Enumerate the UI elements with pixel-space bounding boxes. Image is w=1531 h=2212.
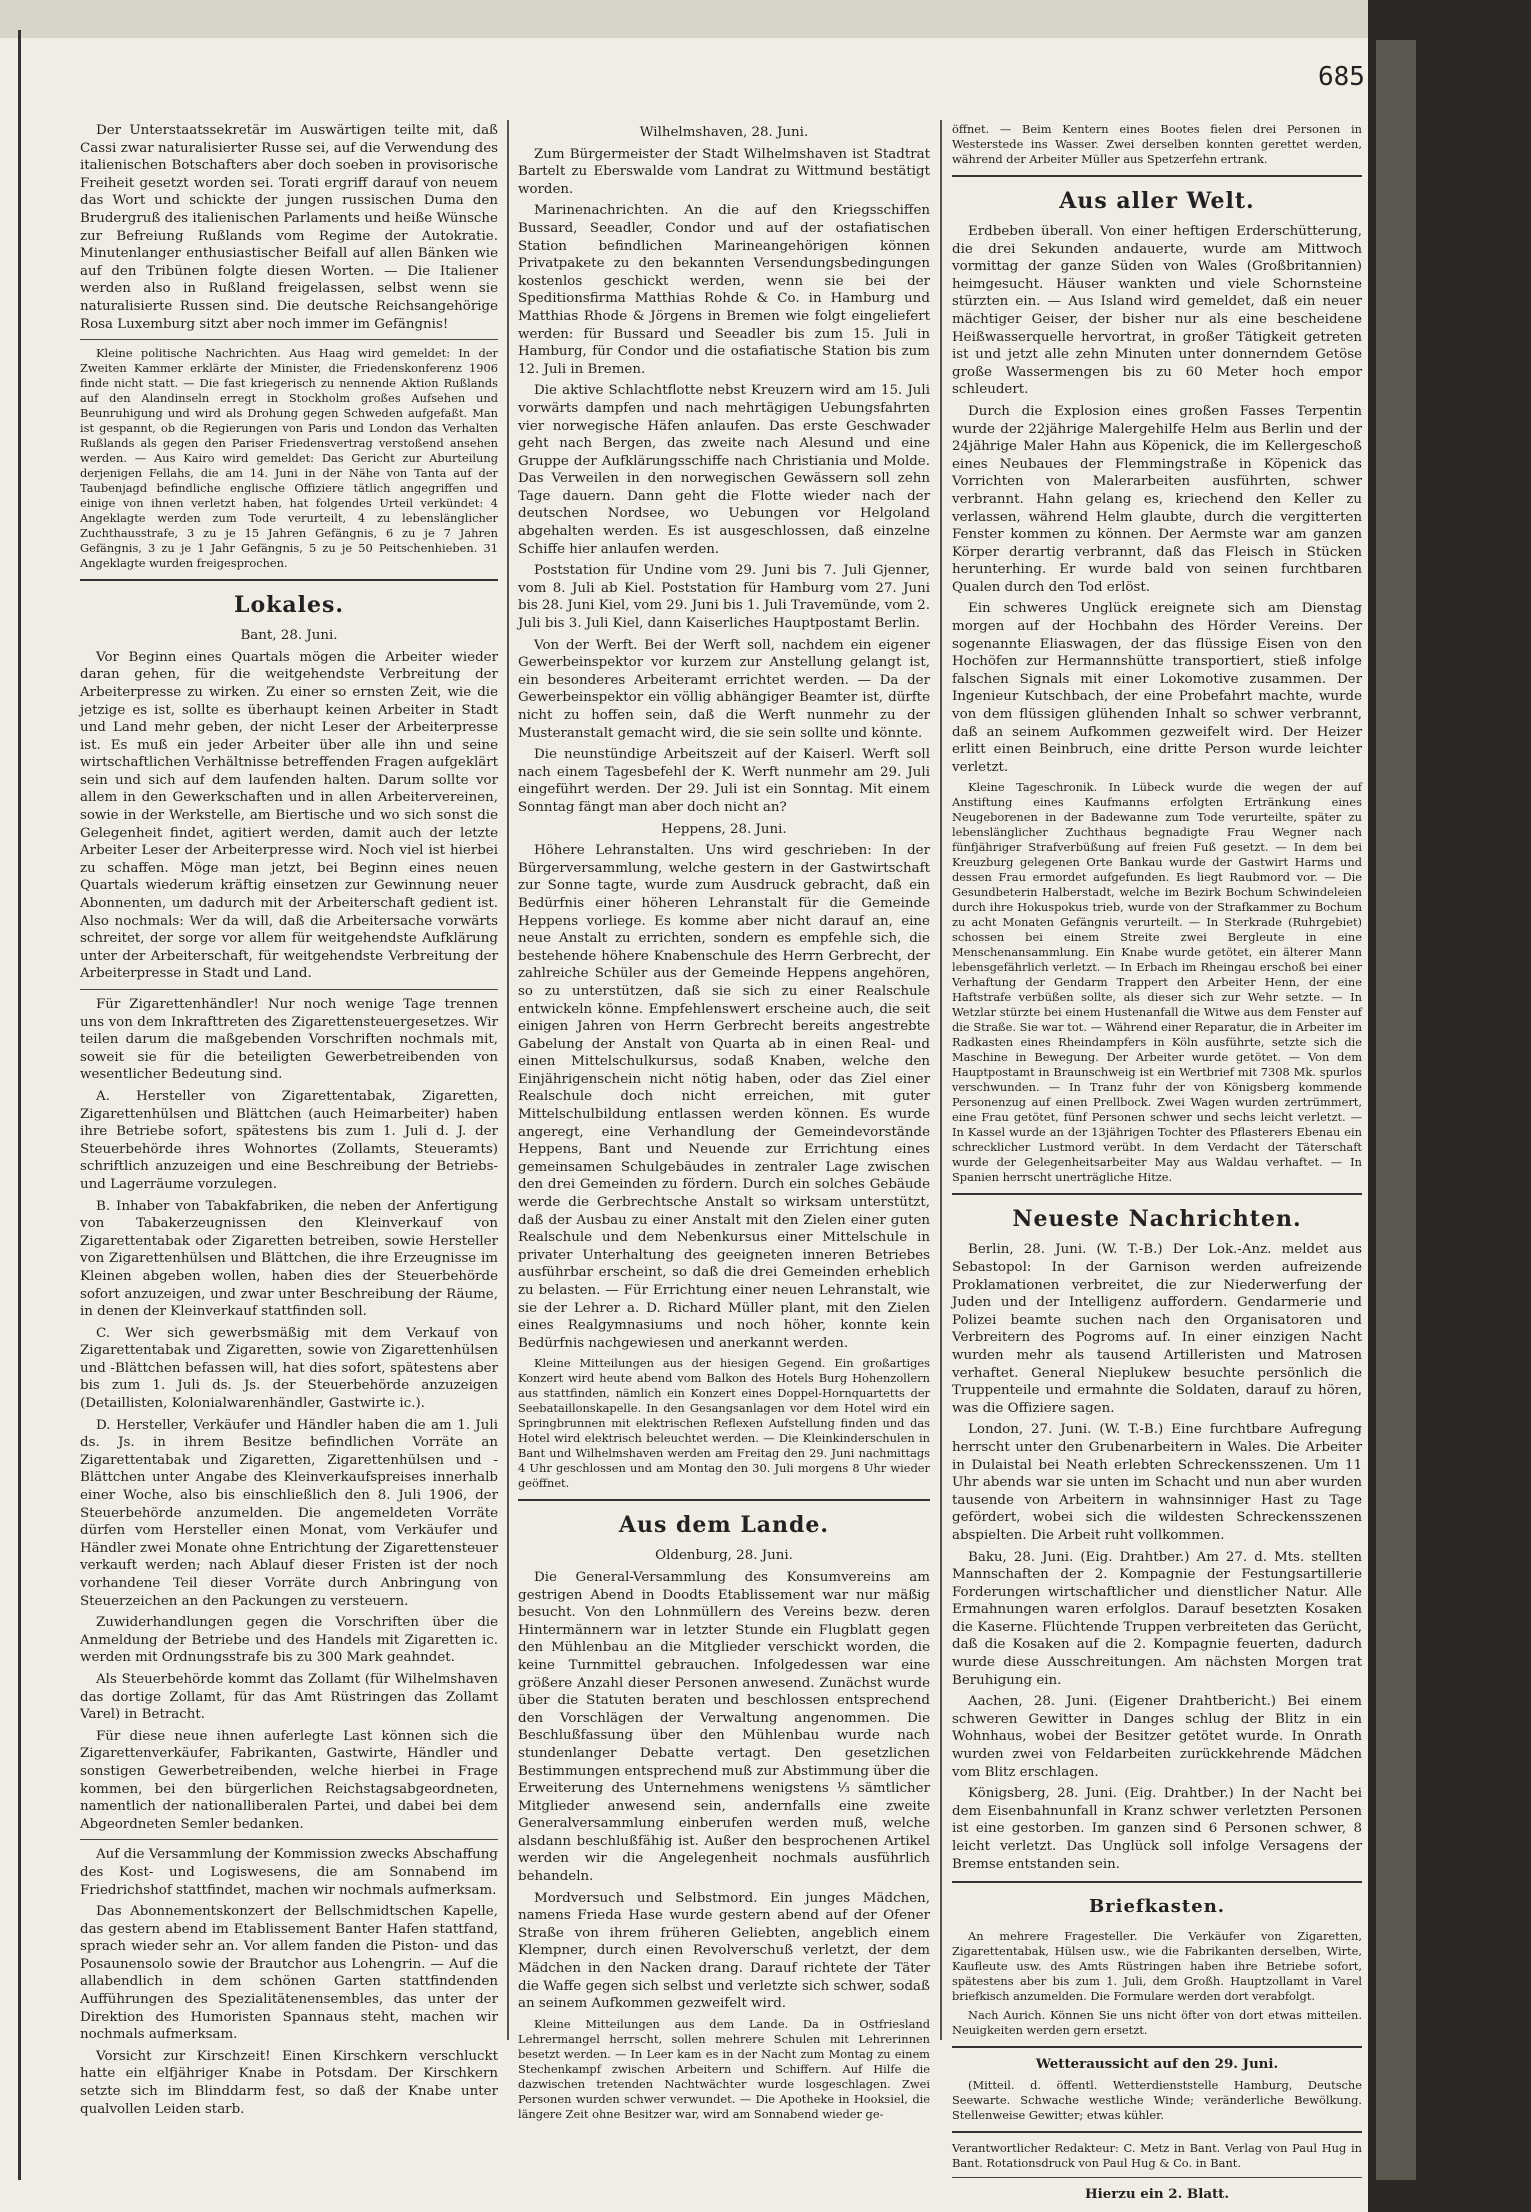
column-1 (80, 122, 498, 2182)
article-poststation: Poststation für Undine vom 29. Juni bis 7. Juli Gjenner, vom 8. Juli ab Kiel. Poststation für Hamburg vom 27. Juni bis 28. Juni Kiel, vom 29. Juni bis 1. Juli Travemünde, vom 2. Juli bis 3. Juli Kiel, dann Kaiserliches Hauptpostamt Berlin. (518, 563, 930, 632)
article-small-politics: Kleine politische Nachrichten. Aus Haag wird gemeldet: In der Zweiten Kammer erklärte der Minister, die Friedenskonferenz 1906 finde nicht statt. — Die fast kriegerisch zu nennende Aktion Rußlands auf den Alandinseln erregt in Stockholm großes Aufsehen und Beunruhigung und wird als Drohung gegen Schweden aufgefaßt. Man ist gespannt, ob die Regierungen von Paris und London das Verhalten Rußlands als gegen den Pariser Friedensvertrag verstoßend ansehen werden. — Aus Kairo wird gemeldet: Das Gericht zur Aburteilung derjenigen Fellahs, die am 14. Juni in der Nähe von Tanta auf der Taubenjagd befindliche englische Offiziere tätlich angegriffen und einige von ihnen verletzt haben, hat folgendes Urteil verkündet: 4 Angeklagte werden zum Tode verurteilt, 4 zu lebenslänglicher Zuchthausstrafe, 3 zu je 15 Jahren Gefängnis, 6 zu je 7 Jahren Gefängnis, 3 zu je 1 Jahr Gefängnis, 5 zu je 50 Peitschenhieben. 31 Angeklagte wurden freigesprochen. (80, 346, 498, 571)
article-kleine-mitteilungen-lande: Kleine Mitteilungen aus dem Lande. Da in Ostfriesland Lehrermangel herrscht, sollen mehrere Schulen mit Lehrerinnen besetzt werden. — In Leer kam es in der Nacht zum Montag zu einem Stechenkampf zwischen Arbeitern und Schiffern. Auf Hilfe die dazwischen tretenden Nachtwächter wurde losgeschlagen. Zwei Personen wurden schwer verwundet. — Die Apotheke in Hooksiel, die längere Zeit ohne Besitzer war, wird am Sonnabend wieder ge- (518, 2016, 930, 2121)
column-3 (952, 122, 1362, 2202)
news-baku: Baku, 28. Juni. (Eig. Drahtber.) Am 27. d. Mts. stellten Mannschaften der 2. Kompagnie der Festungsartillerie Forderungen wirtschaftlicher und dienstlicher Natur. Alle Ermahnungen waren erfolglos. Darauf besetzten Kosaken die Kaserne. Flüchtende Truppen verbreiteten das Gerücht, daß die Kosaken auf die 2. Kompagnie feuerten, dadurch wurde diese Ausschreitungen. Am nächsten Morgen trat Beruhigung ein. (952, 1549, 1362, 1688)
section-heading-briefkasten: Briefkasten. (1088, 1896, 1226, 1918)
section-heading-welt: Aus aller Welt. (1059, 188, 1255, 214)
article-tageschronik: Kleine Tageschronik. In Lübeck wurde die wegen der auf Anstiftung eines Kaufmanns erfolgten Ertränkung eines Neugeborenen in der Badewanne zum Tode verurteilte, später zu lebenslänglicher Zuchthaus begnadigte Frau Wegner nach fünfjähriger Strafverbüßung auf freien Fuß gesetzt. — In dem bei Kreuzburg gelegenen Orte Bankau wurde der Gastwirt Harms und dessen Frau ermordet aufgefunden. Es liegt Raubmord vor. — Die Gesundbeterin Halberstadt, welche im Bezirk Bochum Schwindeleien durch ihre Hokuspokus trieb, wurde von der Strafkammer zu Bochum zu acht Monaten Gefängnis verurteilt. — In Sterkrade (Ruhrgebiet) schossen bei einem Streite zwei Bergleute in eine Menschenansammlung. Ein Knabe wurde getötet, ein älterer Mann lebensgefährlich verletzt. — In Erbach im Rheingau erschoß bei einer Verhaftung der Gendarm Trappert den Arbeiter Henn, der eine Haftstrafe verbüßen sollte, als dieser sich zur Wehr setzte. — In Wetzlar stürzte bei einem Hustenanfall die Witwe aus dem Fenster auf die Straße. Sie war tot. — Während einer Reparatur, die in Arbeiter im Radkasten eines Rheindampfers in Köln ausführte, setzte sich die Maschine in Bewegung. Der Arbeiter wurde getötet. — Von dem Hauptpostamt in Braunschweig ist ein Wertbrief mit 7308 Mk. spurlos verschwunden. — In Tranz fuhr der von Königsberg kommende Personenzug auf einen Prellbock. Zwei Wagen wurden zertrümmert, eine Frau getötet, fünf Personen schwer und sechs leicht verletzt. — In Kassel wurde an der 13jährigen Tochter des Pflasterers Ebenau ein schrecklicher Lustmord verübt. In dem Verdacht der Täterschaft wurde der Gelegenheitsarbeiter May aus Waldau verhaftet. — In Spanien herrscht unerträgliche Hitze. (952, 780, 1362, 1185)
divider (952, 1881, 1362, 1883)
article-zigaretten-b: B. Inhaber von Tabakfabriken, die neben der Anfertigung von Tabakerzeugnissen den Kleinverkauf von Zigarettentabak oder Zigaretten betreiben, sowie Hersteller von Zigarettenhülsen und Blättchen, die ihre Erzeugnisse im Kleinen abgeben wollen, haben dies der Steuerbehörde sofort anzuzeigen, und zwar unter Beschreibung der Räume, in denen der Kleinverkauf stattfinden soll. (80, 1198, 498, 1320)
divider (952, 2046, 1362, 2048)
divider (80, 579, 498, 581)
scan-right-edge (1368, 0, 1531, 2212)
page-left-border (18, 30, 21, 2180)
divider (80, 339, 498, 340)
column-rule-1 (507, 120, 509, 2040)
section-heading-neueste: Neueste Nachrichten. (1012, 1206, 1302, 1233)
divider (952, 175, 1362, 177)
article-continued: öffnet. — Beim Kentern eines Bootes fielen drei Personen in Westerstede ins Wasser. Zwei derselben konnten gerettet werden, während der Arbeiter Müller aus Spetzerfehn ertrank. (952, 122, 1362, 166)
scan-top-margin (0, 0, 1368, 38)
article-zigaretten-last: Für diese neue ihnen auferlegte Last können sich die Zigarettenverkäufer, Fabrikanten, Gastwirte, Händler und sonstigen Gewerbetreibenden, welche hierbei in Frage kommen, bei den bürgerlichen Reichstagsabgeordneten, namentlich der nationalliberalen Partei, und dabei bei dem Abgeordneten Semler bedanken. (80, 1728, 498, 1832)
imprint: Verantwortlicher Redakteur: C. Metz in Bant. Verlag von Paul Hug in Bant. Rotationsdruck von Paul Hug & Co. in Bant. (952, 2140, 1362, 2170)
divider (952, 2177, 1362, 2178)
dateline: Oldenburg, 28. Juni. (655, 1548, 793, 1564)
column-2 (518, 122, 930, 2182)
article-schlachtflotte: Die aktive Schlachtflotte nebst Kreuzern wird am 15. Juli vorwärts dampfen und nach mehrtägigen Uebungsfahrten vier norwegische Häfen anlaufen. Das erste Geschwader geht nach Bergen, das zweite nach Alesund und eine Gruppe der Aufklärungsschiffe nach Christiania und Molde. Das Verweilen in den norwegischen Gewässern soll zehn Tage dauern. Dann geht die Flotte wieder nach der deutschen Nordsee, wo Uebungen vor Helgoland abgehalten werden. Es ist ausgeschlossen, daß einzelne Schiffe hier anlaufen werden. (518, 383, 930, 557)
article-lehranstalten: Höhere Lehranstalten. Uns wird geschrieben: In der Bürgerversammlung, welche gestern in der Gastwirtschaft zur Sonne tagte, wurde zum Ausdruck gebracht, daß ein Bedürfnis einer höheren Lehranstalt für die Gemeinde Heppens vorliege. Es komme aber nicht darauf an, eine neue Anstalt zu errichten, sondern es empfehle sich, die bestehende höhere Knabenschule des Herrn Gerbrecht, der zahlreiche Schüler aus der Gemeinde Heppens angehören, so zu unterstützen, daß sie sich zu einer Realschule entwickeln könne. Empfehlenswert erscheine auch, die seit einigen Jahren von Herrn Gerbrecht bereits angestrebte Gabelung der Anstalt von Quarta ab in einen Real- und einen Mittelschulkursus, sodaß Knaben, welche den Einjährigenschein nicht nötig haben, oder das Ziel einer Realschule doch nicht erreichen, mit guter Mittelschulbildung entlassen werden können. Es wurde angeregt, eine Verhandlung der Gemeindevorstände Heppens, Bant und Neuende zur Errichtung eines gemeinsamen Schulgebäudes in zentraler Lage zwischen den drei Gemeinden zu fördern. Durch ein solches Gebäude werde die Gerbrechtsche Anstalt so wirksam unterstützt, daß der Ausbau zu einer Anstalt mit den Zielen einer guten Realschule und dem Nebenkursus einer Mittelschule in privater Unterhaltung des geeigneten inneren Betriebes ausführbar erscheint, so daß die drei Gemeinden erheblich zu belasten. — Für Errichtung einer neuen Lehranstalt, wie sie der Lehrer a. D. Richard Müller plant, mit den Zielen eines Realgymnasiums und noch höher, konnte kein Bedürfnis nachgewiesen und anerkannt werden. (518, 843, 930, 1351)
dateline: Bant, 28. Juni. (240, 628, 338, 644)
news-london: London, 27. Juni. (W. T.-B.) Eine furchtbare Aufregung herrscht unter den Grubenarbeitern in Wales. Die Arbeiter in Dulaistal bei Neath erlebten Schreckensszenen. Um 11 Uhr abends war sie unten im Schacht und nun aber wurden tausende von Arbeitern in wahnsinniger Hast zu Tage gefördert, wobei sich die wildesten Schreckensszenen abspielten. Die Arbeit ruht vollkommen. (952, 1422, 1362, 1543)
article-mordversuch: Mordversuch und Selbstmord. Ein junges Mädchen, namens Frieda Hase wurde gestern abend auf der Ofener Straße von ihrem früheren Geliebten, angeblich einem Klempner, durch einen Revolverschuß verletzt, der dem Mädchen in den Nacken drang. Darauf richtete der Täter die Waffe gegen sich selbst und verletzte sich schwer, sodaß an seinem Aufkommen gezweifelt wird. (518, 1890, 930, 2012)
supplement-note: Hierzu ein 2. Blatt. (1084, 2185, 1230, 2202)
article-zigaretten-behoerde: Als Steuerbehörde kommt das Zollamt (für Wilhelmshaven das dortige Zollamt, für das Amt Rüstringen das Zollamt Varel) in Betracht. (80, 1671, 498, 1723)
binding-edge (1376, 40, 1416, 2180)
article-zigaretten-d: D. Hersteller, Verkäufer und Händler haben die am 1. Juli ds. Js. in ihrem Besitze befindlichen Vorräte an Zigarettentabak und Zigaretten, Zigarettenhülsen und -Blättchen unter Angabe des Kleinverkaufspreises innerhalb einer Woche, also bis einschließlich den 8. Juli 1906, der Steuerbehörde anzumelden. Die angemeldeten Vorräte dürfen vom Hersteller einen Monat, vom Verkäufer und Händler zwei Monate ohne Entrichtung der Zigarettensteuer verkauft werden; nach Ablauf dieser Fristen ist der noch vorhandene Teil dieser Vorräte durch Anbringung von Steuerzeichen an den Packungen zu versteuern. (80, 1417, 498, 1609)
article-kleine-mitteilungen-gegend: Kleine Mitteilungen aus der hiesigen Gegend. Ein großartiges Konzert wird heute abend vom Balkon des Hotels Burg Hohenzollern aus stattfinden, nämlich ein Konzert eines Doppel-Hornquartetts der Seebataillonskapelle. In den Gesangsanlagen vor dem Hotel wird ein Springbrunnen mit elektrischen Reflexen Aufstellung finden und das Hotel wird elektrisch beleuchtet werden. — Die Kleinkinderschulen in Bant und Wilhelmshaven werden am Freitag den 29. Juni nachmittags 4 Uhr geschlossen und am Montag den 30. Juli morgens 8 Uhr wieder geöffnet. (518, 1356, 930, 1491)
weather-text: (Mitteil. d. öffentl. Wetterdienststelle Hamburg, Deutsche Seewarte. Schwache westliche Winde; veränderliche Bewölkung. Stellenweise Gewitter; etwas kühler. (952, 2077, 1362, 2122)
divider (80, 1839, 498, 1840)
section-heading-lokales: Lokales. (233, 592, 345, 619)
page-number: 685 (1318, 62, 1365, 92)
news-aachen: Aachen, 28. Juni. (Eigener Drahtbericht.) Bei einem schweren Gewitter in Danges schlug der Blitz in ein Wohnhaus, wobei der Besitzer getötet wurde. In Onrath wurden zwei von Feldarbeiten zurückkehrende Mädchen vom Blitz erschlagen. (952, 1694, 1362, 1780)
article-konzert: Das Abonnementskonzert der Bellschmidtschen Kapelle, das gestern abend im Etablissement Banter Hafen stattfand, sprach wieder sehr an. Vor allem fanden die Piston- und das Posaunensolo sowie der Brautchor aus Lohengrin. — Auf die allabendlich in dem schönen Garten stattfindenden Aufführungen des Spezialitätenensembles, das unter der Direktion des Humoristen Spannaus steht, machen wir nochmals aufmerksam. (80, 1904, 498, 2043)
article-zigaretten-c: C. Wer sich gewerbsmäßig mit dem Verkauf von Zigarettentabak und Zigaretten, sowie von Zigarettenhülsen und -Blättchen befassen will, hat dies sofort, spätestens aber bis zum 1. Juli ds. Js. der Steuerbehörde anzuzeigen (Detaillisten, Kolonialwarenhändler, Gastwirte ic.). (80, 1325, 498, 1412)
divider (952, 1193, 1362, 1195)
dateline: Wilhelmshaven, 28. Juni. (639, 125, 809, 140)
article-zigaretten-strafe: Zuwiderhandlungen gegen die Vorschriften über die Anmeldung der Betriebe und des Handels mit Zigaretten ic. werden mit Ordnungsstrafe bis zu 300 Mark geahndet. (80, 1615, 498, 1666)
article-kirschzeit: Vorsicht zur Kirschzeit! Einen Kirschkern verschluckt hatte ein elfjähriger Knabe in Potsdam. Der Kirschkern setzte sich im Blinddarm fest, so daß der Knabe unter qualvollen Leiden starb. (80, 2048, 498, 2117)
article-arbeitszeit: Die neunstündige Arbeitszeit auf der Kaiserl. Werft soll nach einem Tagesbefehl der K. Werft nunmehr am 29. Juli eingeführt werden. Der 29. Juli ist ein Sonntag. Mit einem Sonntag fängt man aber doch nicht an? (518, 747, 930, 815)
article-buergermeister: Zum Bürgermeister der Stadt Wilhelmshaven ist Stadtrat Bartelt zu Eberswalde vom Landrat zu Wittmund bestätigt worden. (518, 146, 930, 197)
letter-aurich: Nach Aurich. Können Sie uns nicht öfter von dort etwas mitteilen. Neuigkeiten werden gern ersetzt. (952, 2008, 1362, 2038)
article-explosion: Durch die Explosion eines großen Fasses Terpentin wurde der 22jährige Malergehilfe Helm aus Berlin und der 24jährige Maler Hahn aus Köpenick, die im Kellergeschoß eines Neubaues der Flemmingstraße in Köpenick das Vorrichten von Malerarbeiten ausführten, schwer verbrannt. Hahn gelang es, kriechend den Keller zu verlassen, während Helm glaubte, durch die vergitterten Fenster kommen zu können. Der Aermste war am ganzen Körper derartig verbrannt, daß das Fleisch in Stücken herunterhing. Er wurde bald von seinen furchtbaren Qualen durch den Tod erlöst. (952, 403, 1362, 595)
article-konsumverein: Die General-Versammlung des Konsumvereins am gestrigen Abend in Doodts Etablissement war nur mäßig besucht. Von den Lohnmüllern des Vereins bezw. deren Hintermännern war in letzter Stunde ein Flugblatt gegen den Mühlenbau an die Mitglieder verschickt worden, die keine Turnmittel gebrauchen. Infolgedessen war eine größere Anzahl dieser Personen anwesend. Zunächst wurde über die Statuten beraten und beschlossen entsprechend den Vorschlägen der Verwaltung angenommen. Die Beschlußfassung über den Mühlenbau wurde nach stundenlanger Debatte vertagt. Den gesetzlichen Bestimmungen entsprechend muß zur Abstimmung über die Erweiterung des Unternehmens wenigstens ⅓ sämtlicher Mitglieder anwesend sein, andernfalls eine zweite Generalversammlung einberufen werden muß, welche alsdann beschlußfähig ist. Außer den besprochenen Artikel werden wir die Angelegenheit nochmals ausführlich behandeln. (518, 1569, 930, 1885)
weather-heading: Wetteraussicht auf den 29. Juni. (1035, 2056, 1279, 2073)
dateline: Heppens, 28. Juni. (661, 821, 787, 837)
article-unglueck: Ein schweres Unglück ereignete sich am Dienstag morgen auf der Hochbahn des Hörder Vereins. Der sogenannte Eliaswagen, der das flüssige Eisen von den Hochöfen zur Hermannshütte transportiert, stieß infolge falschen Signals mit einer Lokomotive zusammen. Der Ingenieur Kutschbach, der eine Probefahrt machte, wurde von dem flüssigen glühenden Inhalt so schwer verbrannt, daß an seinem Aufkommen gezweifelt wird. Der Heizer erlitt einen Beinbruch, eine dritte Person wurde leichter verletzt. (952, 601, 1362, 775)
news-koenigsberg: Königsberg, 28. Juni. (Eig. Drahtber.) In der Nacht bei dem Eisenbahnunfall in Kranz schwer verletzten Personen ist eine gestorben. Im ganzen sind 6 Personen schwer, 8 leicht verletzt. Das Unglück soll infolge Versagens der Bremse entstanden sein. (952, 1786, 1362, 1872)
article-quartal: Vor Beginn eines Quartals mögen die Arbeiter wieder daran gehen, für die weitgehendste Verbreitung der Arbeiterpresse zu wirken. Zu einer so ernsten Zeit, wie die jetzige es ist, sollte es überhaupt keinen Arbeiter in Stadt und Land mehr geben, der nicht Leser der Arbeiterpresse ist. Es muß ein jeder Arbeiter über alle ihn und seine wirtschaftlichen Verhältnisse betreffenden Fragen aufgeklärt sein und sich auf dem laufenden halten. Darum sollte vor allem in den Gewerkschaften und in allen Arbeitervereinen, sowie in der Werkstelle, am Biertische und wo sich sonst die Gelegenheit findet, agitiert werden, damit auch der letzte Arbeiter Leser der Arbeiterpresse wird. Noch viel ist hierbei zu schaffen. Möge man jetzt, bei Beginn eines neuen Quartals wiederum kräftig einsetzen zur Gewinnung neuer Abonnenten, um dadurch mit der Arbeiterschaft gedient ist. Also nochmals: Wer da will, daß die Arbeitersache vorwärts schreitet, der sorge vor allem für weitgehendste Aufklärung unter der Arbeiterschaft, für weitgehendste Verbreitung der Arbeiterpresse in Stadt und Land. (80, 649, 498, 982)
article-marine: Marinenachrichten. An die auf den Kriegsschiffen Bussard, Seeadler, Condor und auf der ostafiatischen Station befindlichen Marineangehörigen können Privatpakete zu den bekannten Versendungsbedingungen kostenlos geschickt werden, wenn sie bei der Speditionsfirma Matthias Rohde & Co. in Hamburg und Matthias Rhode & Jörgens in Bremen wie folgt eingeliefert werden: für Bussard und Seeadler bis zum 15. Juli in Hamburg, für Condor und die ostafiatische Station bis zum 12. Juli in Bremen. (518, 203, 930, 377)
divider (518, 1499, 930, 1501)
column-rule-2 (940, 120, 942, 2040)
section-heading-lande: Aus dem Lande. (618, 1512, 830, 1539)
news-berlin: Berlin, 28. Juni. (W. T.-B.) Der Lok.-Anz. meldet aus Sebastopol: In der Garnison werden aufreizende Proklamationen verbreitet, die zur Niederwerfung der Juden und der Intelligenz auffordern. Gendarmerie und Polizei beamte suchen nach den Organisatoren und Verbreitern des Pogroms auf. In einer einzigen Nacht wurden mehr als tausend Artilleristen und Matrosen verhaftet. General Nieplukew besuchte persönlich die Truppenteile und ermahnte die Soldaten, darauf zu hören, was die Offiziere sagen. (952, 1242, 1362, 1416)
article-zigaretten-a: A. Hersteller von Zigarettentabak, Zigaretten, Zigarettenhülsen und Blättchen (auch Heimarbeiter) haben ihre Betriebe sofort, spätestens bis zum 1. Juli d. J. der Steuerbehörde ihres Wohnortes (Zollamts, Steueramts) schriftlich anzuzeigen und eine Beschreibung der Betriebs- und Lagerräume vorzulegen. (80, 1088, 498, 1192)
divider (952, 2131, 1362, 2133)
letter-fragesteller: An mehrere Fragesteller. Die Verkäufer von Zigaretten, Zigarettentabak, Hülsen usw., wie die Fabrikanten derselben, Wirte, Kaufleute usw. des Amts Rüstringen haben ihre Betriebe sofort, spätestens aber bis zum 1. Juli, dem Großh. Hauptzollamt in Varel briefkisch anzumelden. Die Formulare werden dort verabfolgt. (952, 1929, 1362, 2004)
article-zigaretten-intro: Für Zigarettenhändler! Nur noch wenige Tage trennen uns von dem Inkrafttreten des Zigarettensteuergesetzes. Wir teilen darum die maßgebenden Vorschriften nochmals mit, soweit sie für die beteiligten Gewerbetreibenden von wesentlicher Bedeutung sind. (80, 997, 498, 1083)
article-politics: Der Unterstaatssekretär im Auswärtigen teilte mit, daß Cassi zwar naturalisierter Russe sei, auf die Verwendung des italienischen Botschafters aber doch soeben in provisorische Freiheit gesetzt worden sei. Torati ergriff darauf von neuem das Wort und schickte der jungen russischen Duma den Brudergruß des italienischen Parlaments und heiße Wünsche zur Befreiung Rußlands vom Regime der Autokratie. Minutenlanger enthusiastischer Beifall auf allen Bänken wie auf den Tribünen folgte diesen Worten. — Die Italiener werden also in Rußland freigelassen, selbst wenn sie naturalisierte Russen sind. Die deutsche Reichsangehörige Rosa Luxemburg sitzt aber noch immer im Gefängnis! (80, 123, 498, 332)
article-versammlung: Auf die Versammlung der Kommission zwecks Abschaffung des Kost- und Logiswesens, die am Sonnabend im Friedrichshof stattfindet, machen wir nochmals aufmerksam. (80, 1847, 498, 1898)
article-werft: Von der Werft. Bei der Werft soll, nachdem ein eigener Gewerbeinspektor vor kurzem zur Anstellung gelangt ist, ein besonderes Arbeiteramt errichtet werden. — Da der Gewerbeinspektor ein völlig abhängiger Beamter ist, dürfte nicht zu hoffen sein, daß die Werft nunmehr zu der Musteranstalt gemacht wird, die sie sein sollte und könnte. (518, 637, 930, 741)
article-erdbeben: Erdbeben überall. Von einer heftigen Erderschütterung, die drei Sekunden andauerte, wurde am Mittwoch vormittag der ganze Süden von Wales (Großbritannien) heimgesucht. Häuser wankten und viele Schornsteine stürzten ein. — Aus Island wird gemeldet, daß ein neuer mächtiger Geiser, der bisher nur als eine bescheidene Heißwasserquelle hervortrat, in großer Tätigkeit getreten ist und jetzt alle zehn Minuten unter donnerndem Getöse große Wassermengen bis zu 60 Meter hoch empor schleudert. (952, 224, 1362, 398)
divider (80, 989, 498, 990)
